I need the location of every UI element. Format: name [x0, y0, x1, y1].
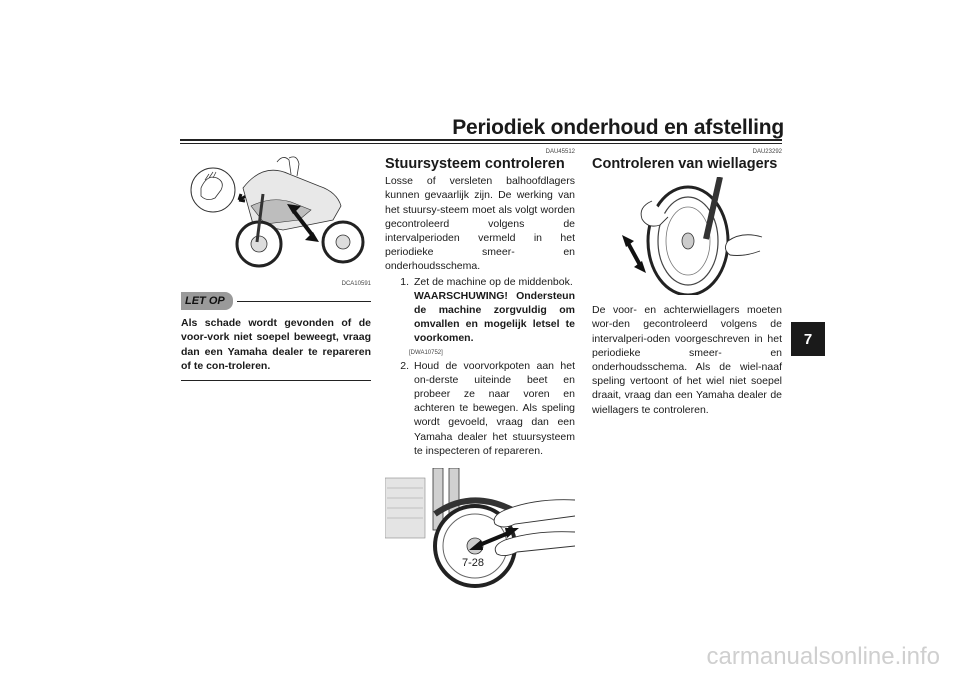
section-heading: Stuursysteem controleren	[385, 156, 565, 172]
step-item	[385, 275, 575, 346]
warning-text: WAARSCHUWING! Ondersteun de machine zorgvuldig om omvallen en mogelijk letsel te voorkomen.	[414, 289, 575, 345]
step-number: 1.	[400, 275, 409, 288]
warning-code: [DWA10752]	[409, 349, 443, 356]
section-code: DAU45512	[545, 149, 575, 155]
caution-text: Als schade wordt gevonden of de voor-vork niet soepel beweegt, vraag dan een Yamaha dealer te repareren of te con-troleren.	[181, 317, 371, 372]
left-column	[181, 148, 371, 381]
step-item	[385, 359, 575, 458]
motorcycle-fork-illustration	[181, 148, 371, 280]
caution-header	[181, 292, 371, 310]
right-column	[592, 148, 782, 417]
caution-end-rule	[181, 380, 371, 381]
wheel-bearing-figure	[592, 177, 782, 295]
step-text: Zet de machine op de middenbok.	[414, 275, 573, 288]
header-rule-thin	[180, 143, 782, 144]
fork-check-illustration	[385, 468, 575, 588]
section-intro: Losse of versleten balhoofdlagers kunnen gevaarlijk zijn. De werking van het stuursy-steem moet als volgt worden gecontroleerd volgens de intervalperioden vermeld in het periodieke smeer- en onderhoudsschema.	[385, 175, 575, 273]
steering-figure	[385, 468, 575, 588]
section-body: De voor- en achterwiellagers moeten wor-den gecontroleerd volgens de intervalperi-oden voorgeschreven in het periodieke smeer- en onderhoudsschema. Als de wiel-naaf speling vertoont of het wiel niet soepel draait, vraag dan een Yamaha dealer de wiellagers te controleren.	[592, 304, 782, 416]
watermark-text: carmanualsonline.info	[706, 643, 940, 670]
middle-column	[385, 148, 575, 588]
caution-label: LET OP	[181, 292, 233, 310]
figure-code: DCA10591	[341, 281, 371, 287]
wheel-check-illustration	[592, 177, 782, 295]
chapter-tab: 7	[791, 322, 825, 356]
section-code: DAU23292	[752, 149, 782, 155]
section-heading: Controleren van wiellagers	[592, 156, 778, 172]
caution-rule	[237, 301, 371, 302]
step-number: 2.	[400, 359, 409, 372]
step-text: Houd de voorvorkpoten aan het on-derste uiteinde beet en probeer ze naar voren en achteren te bewegen. Als speling wordt gevoeld, vraag dan een Yamaha dealer het stuursysteem te inspecteren of repareren.	[414, 359, 575, 457]
header-rule	[180, 139, 782, 141]
page-title: Periodiek onderhoud en afstelling	[452, 116, 784, 139]
front-fork-figure	[181, 148, 371, 288]
page-number: 7-28	[462, 557, 485, 569]
